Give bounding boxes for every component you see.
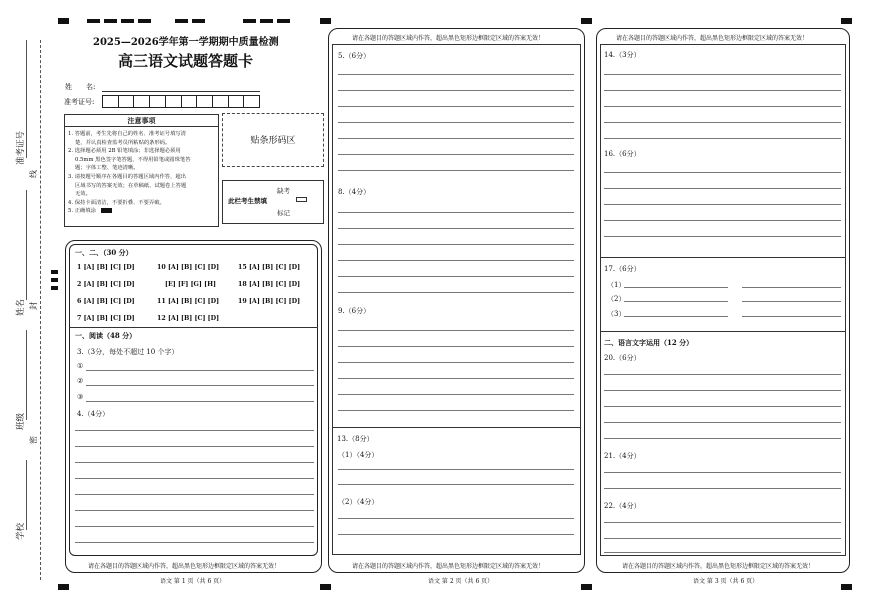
- barcode-label: 贴条形码区: [250, 136, 296, 146]
- notice-line: 4. 保持卡面清洁，不要折叠、不要弄破。: [68, 199, 165, 206]
- side-label-class: 班级: [16, 412, 26, 430]
- filled-sample: [101, 208, 112, 213]
- answer-line[interactable]: [338, 260, 574, 261]
- answer-line[interactable]: [338, 410, 574, 411]
- answer-line[interactable]: [338, 484, 574, 485]
- q8-label: 8.（4分）: [338, 188, 371, 196]
- answer-line[interactable]: [75, 526, 314, 527]
- answer-line[interactable]: [338, 106, 574, 107]
- answer-line[interactable]: [86, 370, 314, 371]
- answer-line[interactable]: [742, 316, 841, 317]
- answer-line[interactable]: [338, 394, 574, 395]
- q20-label: 20.（6分）: [604, 354, 641, 362]
- exam-title: 高三语文试题答题卡: [118, 52, 254, 70]
- language-section-title: 二、语言文字运用（12 分）: [604, 338, 694, 347]
- mc-row[interactable]: 2 [A] [B] [C] [D]: [77, 281, 135, 288]
- answer-line[interactable]: [338, 122, 574, 123]
- answer-line[interactable]: [604, 204, 841, 205]
- mc-title: 一、二、（30 分）: [75, 248, 133, 257]
- q22-label: 22.（4分）: [604, 502, 641, 510]
- id-label: 准考证号:: [64, 98, 95, 106]
- answer-line[interactable]: [338, 228, 574, 229]
- id-digit-box[interactable]: [182, 95, 198, 108]
- side-write-line: [26, 40, 27, 158]
- notice-title: 注意事项: [65, 115, 218, 127]
- mc-row[interactable]: 19 [A] [B] [C] [D]: [238, 298, 301, 305]
- mc-row[interactable]: 11 [A] [B] [C] [D]: [157, 298, 220, 305]
- notice-line: [68, 207, 215, 216]
- barcode-area: [222, 113, 324, 167]
- answer-line[interactable]: [75, 494, 314, 495]
- id-digit-box[interactable]: [119, 95, 135, 108]
- q3-mark-3: ③: [77, 393, 84, 401]
- mc-row[interactable]: 15 [A] [B] [C] [D]: [238, 264, 301, 271]
- q14-label: 14.（3分）: [604, 51, 641, 59]
- mc-row[interactable]: 6 [A] [B] [C] [D]: [77, 298, 135, 305]
- reading-title: 一、阅读（48 分）: [75, 331, 137, 340]
- page-footer-2: 语文 第 2 页（共 6 页）: [428, 578, 494, 585]
- exam-subtitle: 2025—2026学年第一学期期中质量检测: [93, 37, 279, 48]
- answer-line[interactable]: [624, 287, 728, 288]
- warning-text: 请在各题目的答题区域内作答，超出黑色矩形边框限定区域的答案无效！: [622, 563, 815, 570]
- warning-text: 请在各题目的答题区域内作答，超出黑色矩形边框限定区域的答案无效！: [352, 563, 545, 570]
- answer-line[interactable]: [338, 138, 574, 139]
- section-divider: [69, 327, 318, 328]
- mc-row[interactable]: 18 [A] [B] [C] [D]: [238, 281, 301, 288]
- q17-part-1: （1）: [607, 281, 626, 289]
- answer-line[interactable]: [604, 236, 841, 237]
- timing-mark: [87, 19, 100, 23]
- page-footer-3: 语文 第 3 页（共 6 页）: [693, 578, 759, 585]
- answer-line[interactable]: [338, 362, 574, 363]
- side-label-name: 姓名: [16, 298, 26, 316]
- id-digit-box[interactable]: [197, 95, 213, 108]
- registration-mark: [320, 18, 331, 24]
- notice-line: 3. 请按题号顺序在各题目的答题区域内作答，超出: [68, 173, 186, 180]
- id-digit-box[interactable]: [244, 95, 260, 108]
- id-digit-box[interactable]: [213, 95, 229, 108]
- answer-line[interactable]: [75, 446, 314, 447]
- id-digit-box[interactable]: [134, 95, 150, 108]
- answer-line[interactable]: [604, 552, 841, 553]
- notice-line: 区域书写的答案无效；在草稿纸、试题卷上答题: [75, 182, 187, 189]
- answer-line[interactable]: [604, 538, 841, 539]
- id-digit-box[interactable]: [229, 95, 245, 108]
- timing-mark: [104, 19, 117, 23]
- answer-line[interactable]: [338, 74, 574, 75]
- name-label: 姓 名:: [65, 83, 96, 91]
- answer-line[interactable]: [604, 422, 841, 423]
- answer-line[interactable]: [604, 374, 841, 375]
- answer-line[interactable]: [604, 106, 841, 107]
- answer-line[interactable]: [604, 74, 841, 75]
- q16-label: 16.（6分）: [604, 150, 641, 158]
- warning-text: 请在各题目的答题区域内作答，超出黑色矩形边框限定区域的答案无效！: [88, 563, 281, 570]
- timing-mark: [243, 19, 256, 23]
- answer-line[interactable]: [86, 385, 314, 386]
- side-label-line: 线: [29, 170, 38, 178]
- q3-mark-1: ①: [77, 362, 84, 370]
- registration-mark: [841, 584, 852, 590]
- side-write-line: [26, 330, 27, 420]
- answer-line[interactable]: [338, 346, 574, 347]
- notice-line: 5. 正确填涂: [68, 208, 96, 215]
- answer-line[interactable]: [338, 292, 574, 293]
- registration-mark: [581, 584, 592, 590]
- notice-line: 题；字体工整、笔迹清晰。: [75, 165, 139, 172]
- answer-line[interactable]: [604, 172, 841, 173]
- answer-line[interactable]: [75, 542, 314, 543]
- mc-row[interactable]: 1 [A] [B] [C] [D]: [77, 264, 135, 271]
- q21-label: 21.（4分）: [604, 452, 641, 460]
- timing-mark: [260, 19, 273, 23]
- answer-line[interactable]: [75, 510, 314, 511]
- notice-line: 2. 选择题必须用 2B 铅笔填涂；非选择题必须用: [68, 148, 181, 155]
- timing-mark: [192, 19, 205, 23]
- answer-line[interactable]: [604, 138, 841, 139]
- answer-line[interactable]: [742, 301, 841, 302]
- q4-label: 4.（4分）: [77, 410, 110, 418]
- registration-mark: [581, 18, 592, 24]
- answer-box: [332, 428, 581, 555]
- side-write-line: [26, 460, 27, 530]
- answer-line[interactable]: [604, 390, 841, 391]
- side-write-line: [26, 190, 27, 300]
- answer-line[interactable]: [604, 472, 841, 473]
- answer-line[interactable]: [75, 478, 314, 479]
- notice-line: 1. 答题前，考生先将自己的姓名、准考证号填写清: [68, 131, 186, 137]
- answer-line[interactable]: [75, 462, 314, 463]
- answer-line[interactable]: [604, 488, 841, 489]
- absent-checkbox[interactable]: [296, 197, 307, 202]
- notice-line: 0.5mm 黑色签字笔答题，不得用铅笔或圆珠笔答: [75, 156, 191, 163]
- answer-line[interactable]: [338, 469, 574, 470]
- answer-line[interactable]: [338, 276, 574, 277]
- answer-line[interactable]: [338, 534, 574, 535]
- side-mark: [51, 286, 58, 290]
- answer-line[interactable]: [742, 287, 841, 288]
- q3-mark-2: ②: [77, 377, 84, 385]
- q9-label: 9.（6分）: [338, 307, 371, 315]
- side-label-secret: 密: [29, 436, 38, 444]
- answer-line[interactable]: [338, 170, 574, 171]
- absent-mark-label: 标记: [277, 209, 290, 217]
- mc-row[interactable]: 12 [A] [B] [C] [D]: [157, 315, 220, 322]
- answer-box: [332, 44, 581, 428]
- q17-label: 17.（6分）: [604, 265, 641, 273]
- answer-line[interactable]: [604, 438, 841, 439]
- mc-row[interactable]: 10 [A] [B] [C] [D]: [157, 264, 220, 271]
- mc-row[interactable]: [E] [F] [G] [H]: [165, 281, 217, 288]
- answer-line[interactable]: [338, 212, 574, 213]
- side-label-seal: 封: [29, 302, 38, 310]
- q17-part-2: （2）: [607, 295, 626, 303]
- q13-label: 13.（8分）: [337, 435, 374, 443]
- registration-mark: [320, 584, 331, 590]
- notice-box: [64, 114, 219, 227]
- answer-line[interactable]: [604, 188, 841, 189]
- answer-line[interactable]: [75, 430, 314, 431]
- q13-1-label: （1）（4分）: [338, 451, 379, 459]
- answer-line[interactable]: [338, 90, 574, 91]
- id-digit-box[interactable]: [166, 95, 182, 108]
- q13-2-label: （2）（4分）: [338, 498, 379, 506]
- side-mark: [51, 278, 58, 282]
- id-number-boxes[interactable]: [102, 95, 260, 108]
- warning-text: 请在各题目的答题区域内作答，超出黑色矩形边框限定区域的答案无效！: [352, 35, 545, 42]
- side-label-id: 准考证号: [16, 130, 26, 165]
- q5-label: 5.（6分）: [338, 52, 371, 60]
- timing-mark: [175, 19, 188, 23]
- answer-line[interactable]: [338, 378, 574, 379]
- q17-part-3: （3）: [607, 310, 626, 318]
- name-field[interactable]: [102, 91, 260, 92]
- notice-line: 楚，并认真检查监考员所粘贴的条形码。: [75, 139, 171, 146]
- answer-line[interactable]: [338, 518, 574, 519]
- answer-line[interactable]: [338, 244, 574, 245]
- answer-line[interactable]: [604, 220, 841, 221]
- answer-line[interactable]: [338, 330, 574, 331]
- id-digit-box[interactable]: [102, 95, 119, 108]
- mc-row[interactable]: 7 [A] [B] [C] [D]: [77, 315, 135, 322]
- registration-mark: [58, 584, 69, 590]
- timing-mark: [138, 19, 151, 23]
- answer-line[interactable]: [604, 122, 841, 123]
- answer-line[interactable]: [86, 401, 314, 402]
- registration-mark: [58, 18, 69, 24]
- absent-label: 缺考: [277, 187, 290, 195]
- answer-line[interactable]: [604, 522, 841, 523]
- answer-box: [600, 258, 846, 556]
- binding-line: [40, 40, 41, 580]
- answer-line[interactable]: [604, 406, 841, 407]
- side-label-school: 学校: [16, 522, 26, 540]
- warning-text: 请在各题目的答题区域内作答，超出黑色矩形边框限定区域的答案无效！: [616, 35, 809, 42]
- section-divider: [600, 331, 846, 332]
- id-digit-box[interactable]: [150, 95, 166, 108]
- answer-line[interactable]: [624, 316, 728, 317]
- q3-label: 3.（3分，每处不超过 10 个字）: [77, 348, 179, 356]
- answer-line[interactable]: [338, 154, 574, 155]
- page-footer-1: 语文 第 1 页（共 6 页）: [160, 578, 226, 585]
- absent-mark-box: [222, 180, 324, 224]
- absent-note: 此栏考生禁填: [228, 197, 267, 205]
- registration-mark: [841, 18, 852, 24]
- timing-mark: [121, 19, 134, 23]
- side-mark: [51, 270, 58, 274]
- timing-mark: [277, 19, 290, 23]
- notice-line: 无效。: [75, 191, 91, 198]
- answer-line[interactable]: [624, 301, 728, 302]
- answer-line[interactable]: [604, 90, 841, 91]
